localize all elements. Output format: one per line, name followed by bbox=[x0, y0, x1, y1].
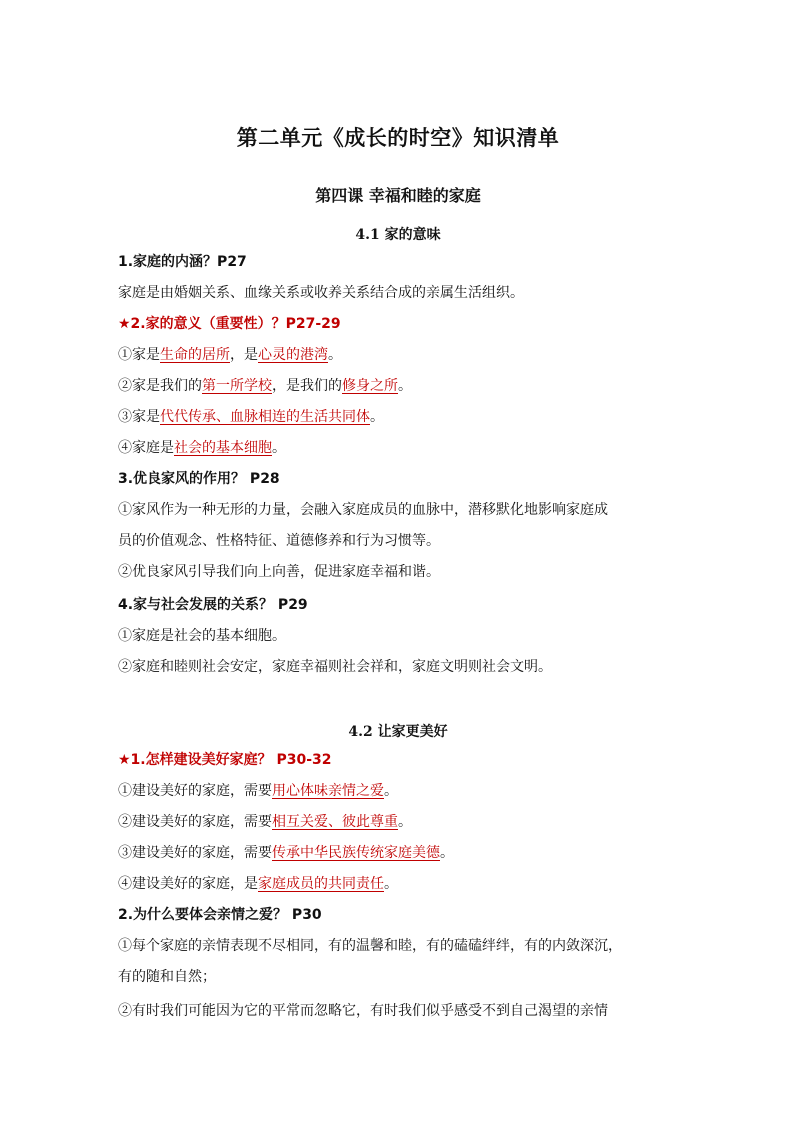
unit-title: 第二单元《成长的时空》知识清单 bbox=[236, 126, 560, 150]
lesson-title: 第四课 幸福和睦的家庭 bbox=[315, 186, 481, 205]
question-5: ★1.怎样建设美好家庭？ P30-32 bbox=[118, 752, 332, 768]
key-term: 传承中华民族传统家庭美德 bbox=[272, 845, 440, 861]
answer-6-line-3: ②有时我们可能因为它的平常而忽略它，有时我们似乎感受不到自己渴望的亲情 bbox=[118, 1003, 608, 1019]
key-term: 家庭成员的共同责任 bbox=[258, 876, 384, 892]
key-term: 修身之所 bbox=[342, 378, 398, 394]
key-term: 心灵的港湾 bbox=[258, 347, 328, 363]
answer-2-line-4: ④家庭是社会的基本细胞。 bbox=[118, 440, 286, 456]
answer-5-line-3: ③建设美好的家庭，需要传承中华民族传统家庭美德。 bbox=[118, 845, 454, 861]
answer-4-line-1: ①家庭是社会的基本细胞。 bbox=[118, 628, 286, 644]
key-term: 第一所学校 bbox=[202, 378, 272, 394]
key-term: 相互关爱、彼此尊重 bbox=[272, 814, 398, 830]
answer-5-line-1: ①建设美好的家庭，需要用心体味亲情之爱。 bbox=[118, 783, 398, 799]
answer-4-line-2: ②家庭和睦则社会安定，家庭幸福则社会祥和，家庭文明则社会文明。 bbox=[118, 659, 552, 675]
answer-2-line-1: ①家是生命的居所，是心灵的港湾。 bbox=[118, 347, 342, 363]
question-2: ★2.家的意义（重要性）？P27-29 bbox=[118, 316, 341, 332]
question-1: 1.家庭的内涵？P27 bbox=[118, 254, 247, 270]
answer-2-line-3: ③家是代代传承、血脉相连的生活共同体。 bbox=[118, 409, 384, 425]
answer-6-line-2: 有的随和自然； bbox=[118, 969, 216, 985]
question-3: 3.优良家风的作用？ P28 bbox=[118, 471, 280, 487]
key-term: 代代传承、血脉相连的生活共同体 bbox=[160, 409, 370, 425]
question-6: 2.为什么要体会亲情之爱？ P30 bbox=[118, 907, 322, 923]
section-heading-4-1: 4.1 家的意味 bbox=[355, 227, 441, 243]
answer-3-line-1: ①家风作为一种无形的力量，会融入家庭成员的血脉中，潜移默化地影响家庭成 bbox=[118, 502, 608, 518]
answer-3-line-3: ②优良家风引导我们向上向善，促进家庭幸福和谐。 bbox=[118, 564, 440, 580]
answer-5-line-2: ②建设美好的家庭，需要相互关爱、彼此尊重。 bbox=[118, 814, 412, 830]
key-term: 生命的居所 bbox=[160, 347, 230, 363]
key-term: 用心体味亲情之爱 bbox=[272, 783, 384, 799]
answer-6-line-1: ①每个家庭的亲情表现不尽相同，有的温馨和睦，有的磕磕绊绊，有的内敛深沉， bbox=[118, 938, 622, 954]
key-term: 社会的基本细胞 bbox=[174, 440, 272, 456]
section-heading-4-2: 4.2 让家更美好 bbox=[348, 724, 448, 740]
answer-1: 家庭是由婚姻关系、血缘关系或收养关系结合成的亲属生活组织。 bbox=[118, 285, 524, 301]
answer-2-line-2: ②家是我们的第一所学校，是我们的修身之所。 bbox=[118, 378, 412, 394]
answer-3-line-2: 员的价值观念、性格特征、道德修养和行为习惯等。 bbox=[118, 533, 440, 549]
answer-5-line-4: ④建设美好的家庭，是家庭成员的共同责任。 bbox=[118, 876, 398, 892]
question-4: 4.家与社会发展的关系？ P29 bbox=[118, 597, 308, 613]
